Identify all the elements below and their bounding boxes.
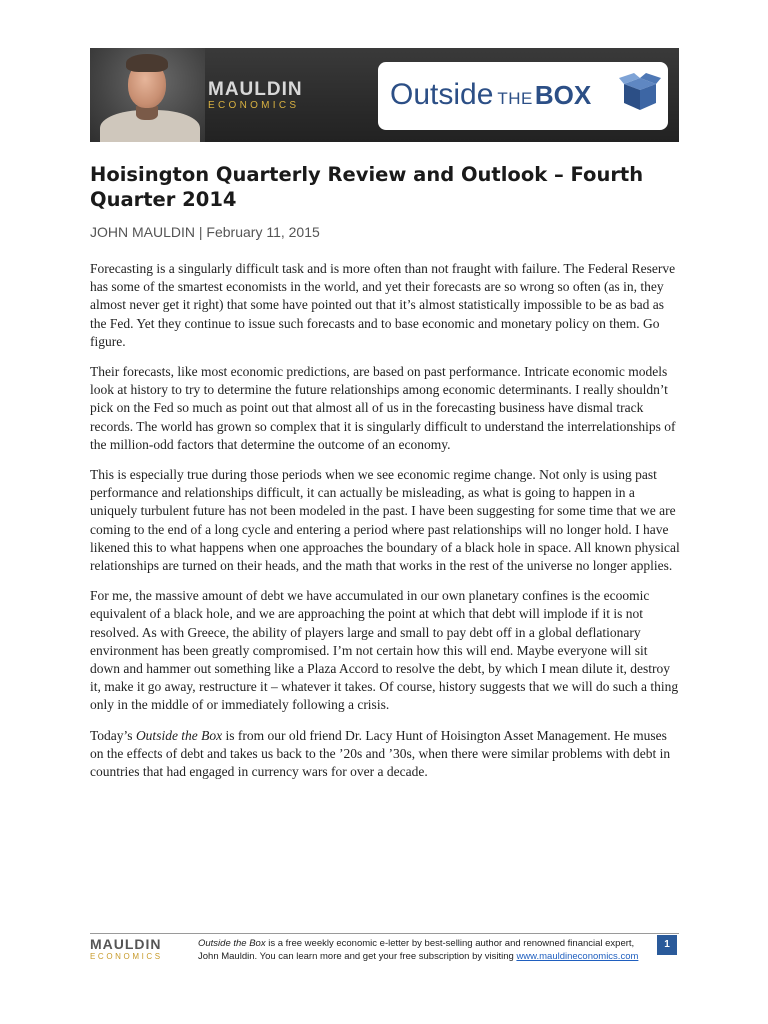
brand-sub: ECONOMICS — [208, 100, 300, 111]
paragraph-text: is from our old friend Dr. Lacy Hunt of Hoisington Asset Management. He muses on the effects of debt and takes us back to the ’20s and ’30s, when there were similar problems with debt in countries that had engaged in currency wars for over a decade. — [90, 727, 671, 780]
product-title — [390, 77, 591, 118]
article-byline: JOHN MAULDIN | February 11, 2015 — [90, 224, 320, 240]
footer-text-1: is a free weekly economic e-letter by best-selling author and renowned financial expert, — [265, 938, 635, 949]
publication-name: Outside the Box — [135, 727, 223, 743]
footer-divider — [90, 933, 679, 934]
website-link[interactable]: www.mauldineconomics.com — [516, 951, 639, 962]
box-icon — [618, 70, 662, 114]
paragraph — [90, 727, 680, 782]
product-the: THE — [497, 89, 533, 108]
footer-brand-name: MAULDIN — [90, 936, 162, 952]
product-box: BOX — [534, 80, 592, 110]
paragraph: Forecasting is a singularly difficult task and is more often than not fraught with failure. The Federal Reserve has some of the smartest economists in the world, and yet their forecasts are so wrong so often (as in, they almost never get it right) that some have pointed out that it’s almost statistically impossible to be as bad as the Fed. Yet they continue to issue such forecasts and to base economic and monetary policy on them. Go figure. — [90, 261, 676, 349]
article-title: Hoisington Quarterly Review and Outlook – Fourth Quarter 2014 — [90, 163, 644, 211]
paragraph: Their forecasts, like most economic predictions, are based on past performance. Intricate economic models look at history to try to determine the future relationships among economic determinants. I really shouldn’t pick on the Fed so much as point out that almost all of us in the forecasting business have dismal track records. The world has grown so complex that it is singularly difficult to understand the interrelationships of the million-odd factors that determine the outcome of an economy. — [90, 364, 676, 452]
product-main: Outside — [390, 78, 494, 111]
footer-brand-sub: ECONOMICS — [90, 952, 163, 961]
paragraph: This is especially true during those periods when we see economic regime change. Not only is using past performance and relationships difficult, it can actually be misleading, as what is going to happen in a uniquely turbulent future has not been modeled in the past. I have been suggesting for some time that we are coming to the end of a long cycle and entering a period where past relationships will no longer hold. I have likened this to what happens when one approaches the boundary of a black hole in space. All known physical relationships are turned on their heads, and the math that works in the rest of the universe no longer applies. — [90, 467, 680, 574]
footer-publication: Outside the Box — [198, 938, 266, 949]
brand-name: MAULDIN — [208, 79, 303, 100]
mauldin-economics-logo — [208, 80, 333, 116]
article-body — [90, 260, 680, 793]
outside-the-box-logo — [378, 62, 668, 130]
footer-note — [198, 937, 648, 963]
footer-logo — [90, 937, 185, 962]
page-number: 1 — [657, 935, 677, 955]
header-banner — [90, 48, 679, 142]
footer-text-2: John Mauldin. You can learn more and get your free subscription by visiting — [198, 951, 517, 962]
paragraph-text: Today’s — [90, 727, 136, 743]
author-portrait — [90, 48, 205, 142]
paragraph: For me, the massive amount of debt we have accumulated in our own planetary confines is the ecoomic equivalent of a black hole, and we are approaching the point at which that debt will implode if it is not resolved. As with Greece, the ability of players large and small to pay debt off in a global deflationary environment has been greatly compromised. I’m not certain how this will end. Maybe everyone will sit down and hammer out something like a Plaza Accord to resolve the debt, by which I mean dilute it, destroy it, make it go away, restructure it – whatever it takes. Of course, history suggests that we will do such a thing only in the middle of or immediately following a crisis. — [90, 588, 679, 713]
